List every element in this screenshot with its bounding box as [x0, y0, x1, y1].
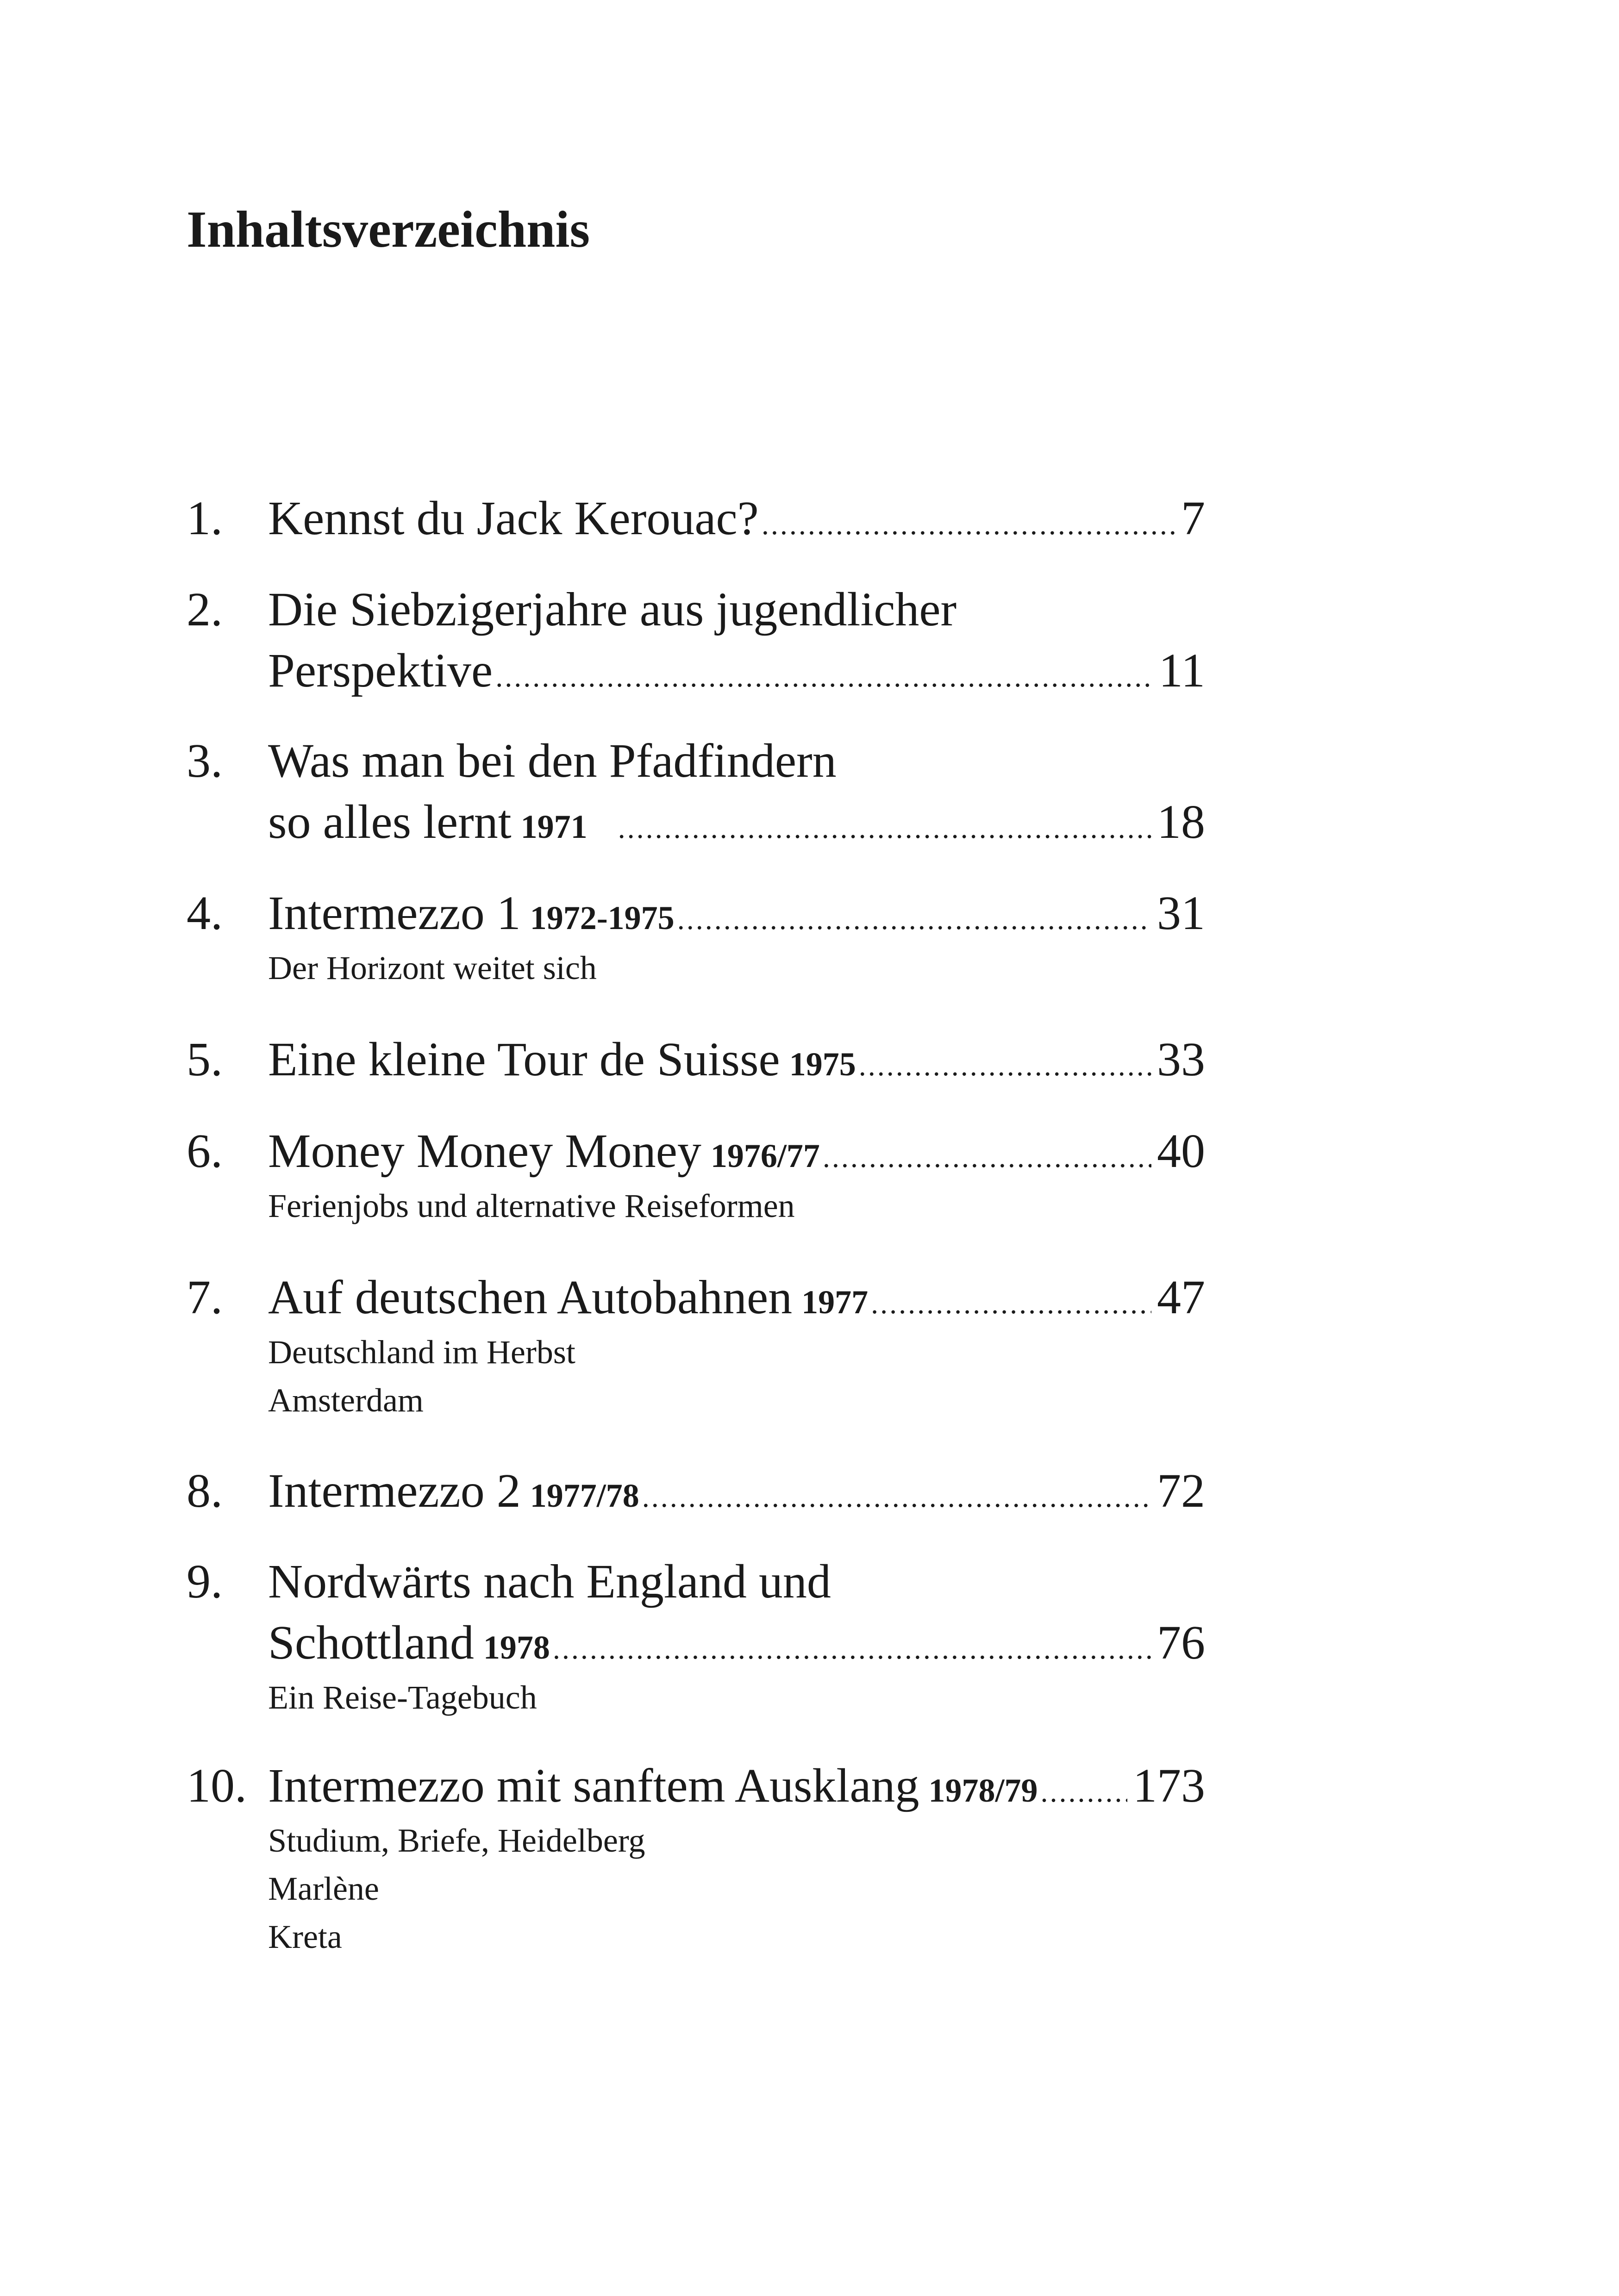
- toc-entry-line: [187, 792, 1205, 853]
- toc-entry-2: [187, 579, 1205, 701]
- entry-title: Intermezzo 1: [268, 886, 521, 940]
- dot-leader: [762, 494, 1175, 555]
- toc-entry-10: [187, 1755, 1205, 1961]
- toc-entry-3: [187, 730, 1205, 853]
- toc-entry-line: [187, 883, 1205, 944]
- toc-entry-8: [187, 1460, 1205, 1522]
- entry-year: 1971: [520, 808, 588, 845]
- entry-number: 3.: [187, 734, 223, 787]
- toc-entry-4: [187, 883, 1205, 992]
- entry-year: 1978: [483, 1629, 550, 1666]
- toc-title: Inhaltsverzeichnis: [187, 201, 590, 258]
- entry-title: Kennst du Jack Kerouac?: [268, 492, 759, 545]
- entry-subtitle: Marlène: [268, 1870, 379, 1907]
- toc-entry-line: [187, 1460, 1205, 1522]
- entry-subtitle: Ein Reise-Tagebuch: [268, 1679, 537, 1716]
- entry-title-continued: Schottland: [268, 1616, 474, 1669]
- entry-title: Intermezzo mit sanftem Ausklang: [268, 1759, 919, 1812]
- toc-entry-7: [187, 1267, 1205, 1424]
- entry-year: 1975: [789, 1046, 856, 1083]
- entry-title-continued: Perspektive: [268, 644, 493, 697]
- page-number: 7: [1181, 492, 1205, 545]
- dot-leader: [677, 889, 1151, 950]
- entry-title: Auf deutschen Autobahnen: [268, 1271, 793, 1324]
- page-number: 47: [1157, 1271, 1205, 1324]
- entry-subtitle: Amsterdam: [268, 1382, 424, 1419]
- toc-entry-line: [187, 579, 1205, 640]
- dot-leader: [1041, 1761, 1127, 1822]
- entry-number: 6.: [187, 1124, 223, 1178]
- entry-title: Eine kleine Tour de Suisse: [268, 1033, 780, 1086]
- toc-entry-line: [187, 1121, 1205, 1182]
- toc-entry-line: [187, 730, 1205, 792]
- entry-year: 1977/78: [530, 1477, 639, 1514]
- entry-subtitle: Kreta: [268, 1918, 342, 1955]
- entry-subtitle: Studium, Briefe, Heidelberg: [268, 1822, 645, 1859]
- entry-number: 10.: [187, 1759, 247, 1812]
- page-number: 11: [1158, 644, 1205, 697]
- toc-entry-line: [187, 1755, 1205, 1816]
- dot-leader: [859, 1035, 1151, 1096]
- page-number: 31: [1157, 886, 1205, 940]
- dot-leader: [618, 798, 1151, 859]
- page-number: 72: [1157, 1464, 1205, 1517]
- entry-number: 1.: [187, 492, 223, 545]
- toc-entry-6: [187, 1121, 1205, 1230]
- page-number: 33: [1157, 1033, 1205, 1086]
- page-number: 40: [1157, 1124, 1205, 1178]
- entry-subtitle: Der Horizont weitet sich: [268, 949, 597, 986]
- entry-year: 1976/77: [710, 1137, 820, 1174]
- entry-year: 1972-1975: [530, 899, 675, 936]
- entry-number: 5.: [187, 1033, 223, 1086]
- toc-entry-line: [187, 1267, 1205, 1328]
- page-number: 18: [1157, 795, 1205, 849]
- entry-number: 7.: [187, 1271, 223, 1324]
- entry-title: Nordwärts nach England und: [268, 1555, 831, 1608]
- entry-title: Intermezzo 2: [268, 1464, 521, 1517]
- dot-leader: [495, 646, 1153, 707]
- page-number: 76: [1157, 1616, 1205, 1669]
- entry-subtitle: Ferienjobs und alternative Reiseformen: [268, 1187, 795, 1224]
- toc-entry-5: [187, 1029, 1205, 1090]
- toc-entry-line: [187, 1612, 1205, 1673]
- entry-number: 4.: [187, 886, 223, 940]
- entry-title: Die Siebzigerjahre aus jugendlicher: [268, 583, 957, 636]
- entry-title: Money Money Money: [268, 1124, 701, 1178]
- dot-leader: [823, 1127, 1151, 1188]
- entry-title-continued: so alles lernt: [268, 795, 512, 849]
- entry-number: 2.: [187, 583, 223, 636]
- entry-subtitle: Deutschland im Herbst: [268, 1334, 575, 1371]
- entry-number: 8.: [187, 1464, 223, 1517]
- toc-entry-line: [187, 1029, 1205, 1090]
- toc-entry-1: [187, 488, 1205, 549]
- dot-leader: [642, 1466, 1151, 1528]
- dot-leader: [871, 1273, 1151, 1334]
- toc-entry-line: [187, 640, 1205, 701]
- toc-entry-line: [187, 488, 1205, 549]
- toc-entry-line: [187, 1551, 1205, 1612]
- dot-leader: [553, 1618, 1151, 1679]
- entry-number: 9.: [187, 1555, 223, 1608]
- entry-year: 1977: [801, 1284, 869, 1321]
- page-number: 173: [1133, 1759, 1205, 1812]
- entry-year: 1978/79: [928, 1772, 1038, 1809]
- entry-title: Was man bei den Pfadfindern: [268, 734, 837, 787]
- toc-entry-9: [187, 1551, 1205, 1722]
